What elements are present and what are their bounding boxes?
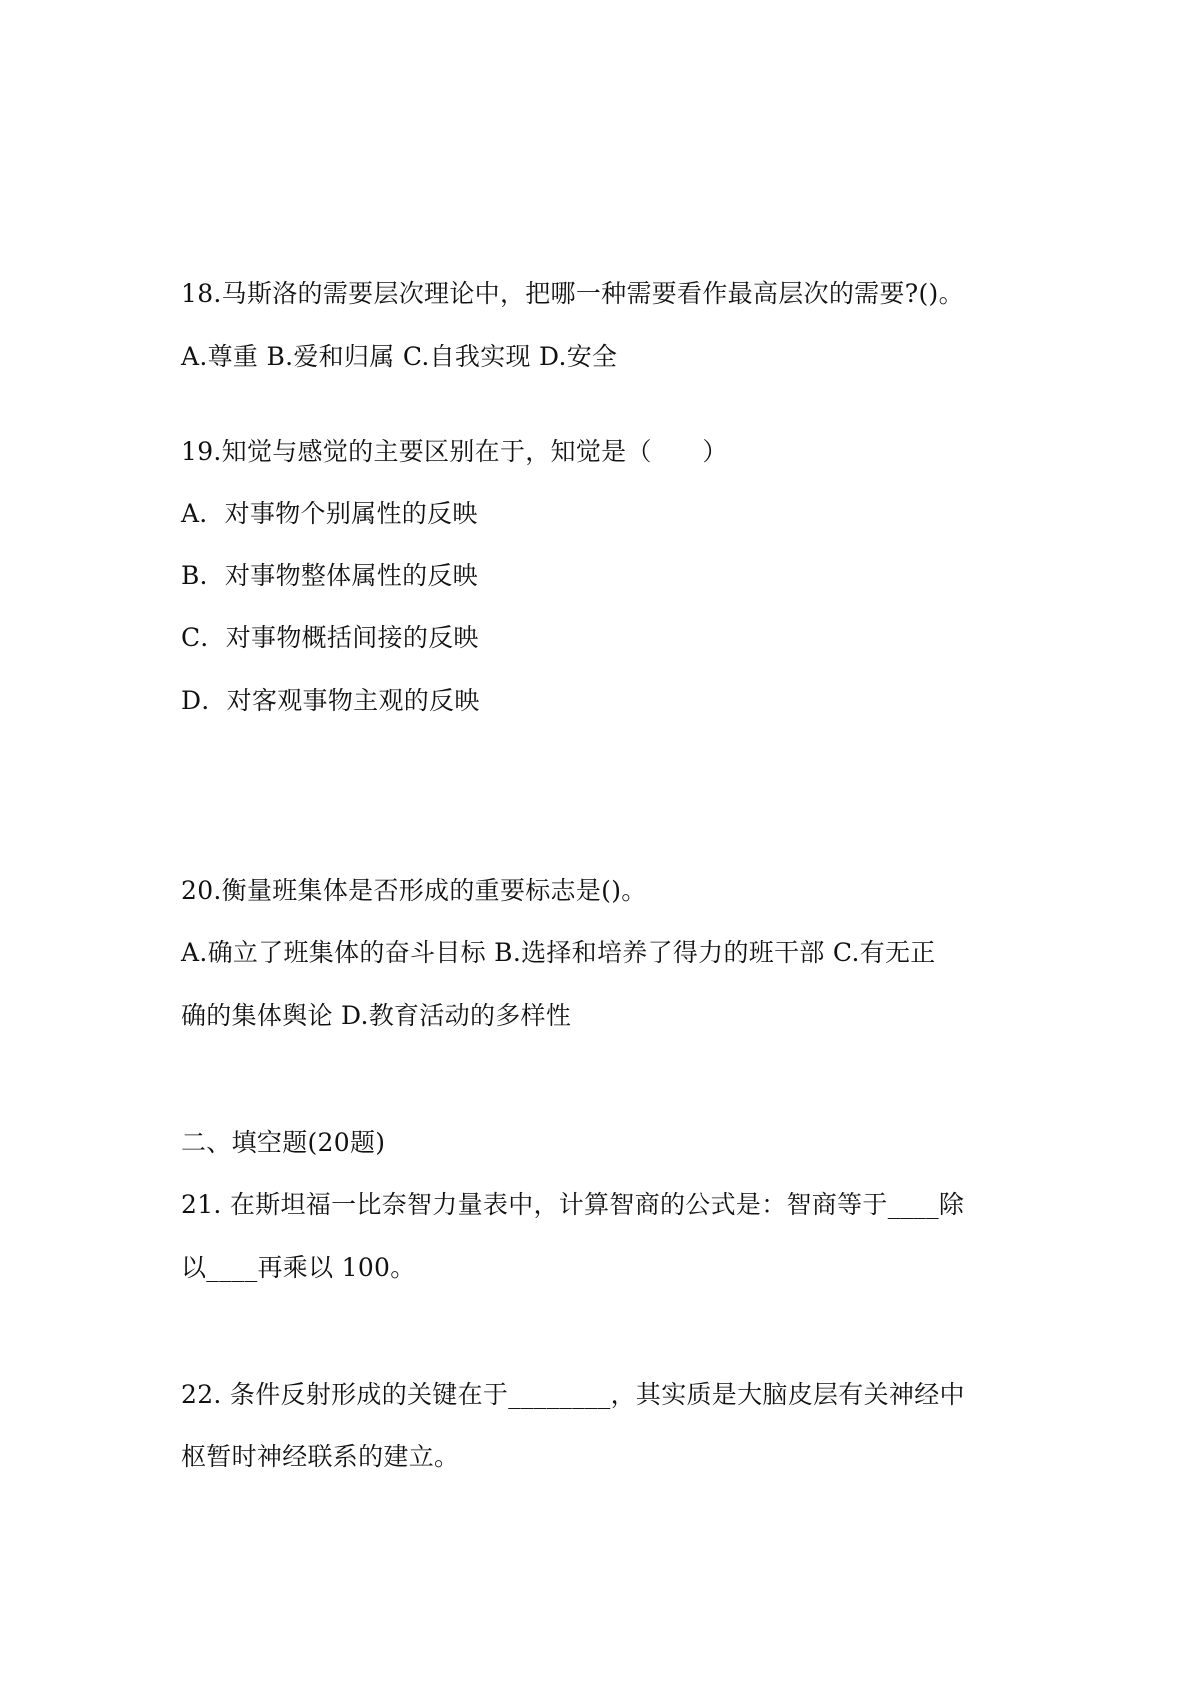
section-heading: 二、填空题(20题) [181, 1128, 386, 1157]
question-22-line-1: 22. 条件反射形成的关键在于________，其实质是大脑皮层有关神经中 [181, 1380, 965, 1409]
question-18-stem: 18.马斯洛的需要层次理论中，把哪一种需要看作最高层次的需要?()。 [181, 279, 964, 308]
question-21-line-1: 21. 在斯坦福一比奈智力量表中，计算智商的公式是：智商等于____除 [181, 1190, 965, 1219]
question-20-stem: 20.衡量班集体是否形成的重要标志是()。 [181, 876, 647, 905]
question-19-option-b: B．对事物整体属性的反映 [181, 561, 478, 590]
question-19-option-c: C．对事物概括间接的反映 [181, 623, 479, 652]
question-22-line-2: 枢暂时神经联系的建立。 [181, 1442, 460, 1471]
question-21-line-2: 以____再乘以 100。 [181, 1253, 416, 1282]
question-19-option-d: D．对客观事物主观的反映 [181, 686, 480, 715]
question-19-option-a: A．对事物个别属性的反映 [181, 499, 478, 528]
question-20-options-2: 确的集体舆论 D.教育活动的多样性 [181, 1001, 572, 1030]
question-19-stem: 19.知觉与感觉的主要区别在于，知觉是（ ） [181, 437, 728, 466]
question-18-options: A.尊重 B.爱和归属 C.自我实现 D.安全 [181, 342, 618, 371]
question-20-options-1: A.确立了班集体的奋斗目标 B.选择和培养了得力的班干部 C.有无正 [181, 938, 936, 967]
